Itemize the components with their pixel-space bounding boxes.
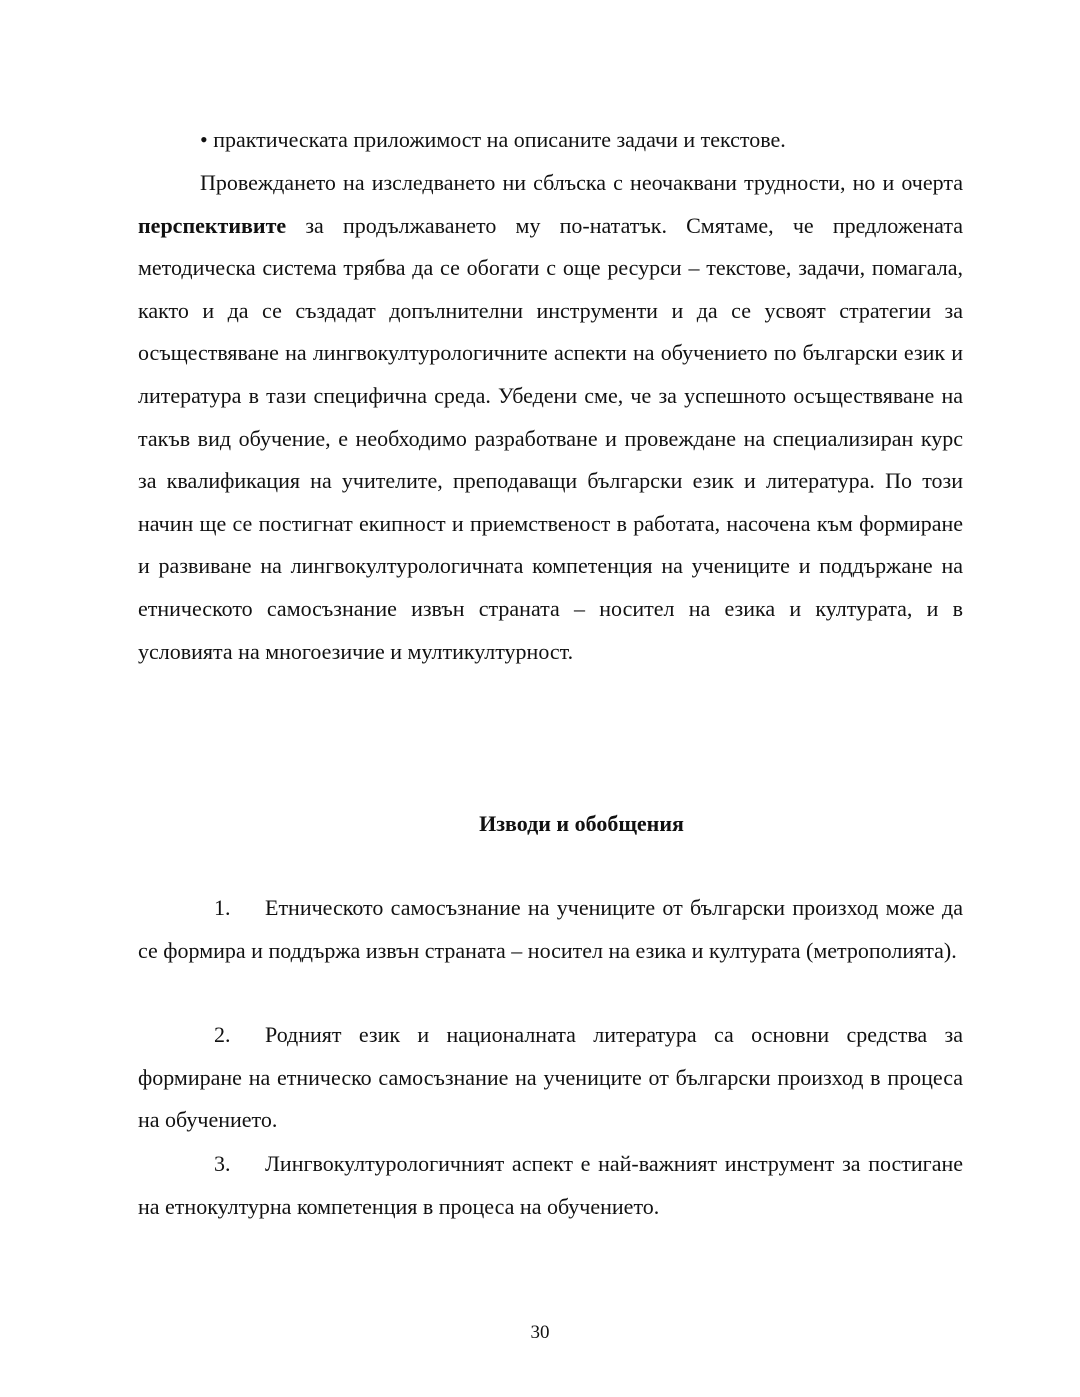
conclusion-text: Родният език и националната литература са основни средства за формиране на етническо самосъзнание на учениците от български произход в процеса на обучението.: [138, 1022, 963, 1133]
bullet-item: [200, 119, 786, 162]
page-number: 30: [530, 1322, 550, 1343]
conclusion-number: 1.: [214, 895, 231, 920]
paragraph-text-end: за продължаването му по-нататък. Смятаме, че предложената методическа система трябва да се обогати с още ресурси – текстове, задачи, помагала, както и да се създадат допълнителни инструменти и да се усвоят стратегии за осъществяване на лингвокултурологичните аспекти на обучението по български език и литература в тази специфична среда. Убедени сме, че за успешното осъществяване на такъв вид обучение, е необходимо разработване и провеждане на специализиран курс за квалификация на учителите, преподаващи български език и литература. По този начин ще се постигнат екипност и приемственост в работата, насочена към формиране и развиване на лингвокултурологичната компетенция на учениците и поддържане на етническото самосъзнание извън страната – носител на езика и културата, и в условията на многоезичие и мултикултурност.: [138, 212, 963, 664]
bullet-text: практическата приложимост на описаните задачи и текстове.: [213, 127, 786, 152]
conclusion-text: Лингвокултурологичният аспект е най-важният инструмент за постигане на етнокултурна компетенция в процеса на обучението.: [138, 1151, 963, 1219]
conclusion-number: 2.: [214, 1022, 231, 1047]
body-paragraph: [138, 162, 963, 673]
emphasis-perspectives: перспективите: [138, 212, 287, 238]
conclusion-number: 3.: [214, 1151, 231, 1176]
conclusion-item: [138, 887, 963, 972]
paragraph-text-start: Провеждането на изследването ни сблъска с неочаквани трудности, но и очерта: [200, 170, 963, 195]
bullet-marker: •: [200, 127, 208, 152]
section-heading: Изводи и обобщения: [479, 811, 684, 836]
conclusion-text: Етническото самосъзнание на учениците от български произход може да се формира и поддържа извън страната – носител на езика и културата (метрополията).: [138, 895, 963, 963]
conclusion-item: [138, 1143, 963, 1228]
conclusion-item: [138, 1014, 963, 1142]
